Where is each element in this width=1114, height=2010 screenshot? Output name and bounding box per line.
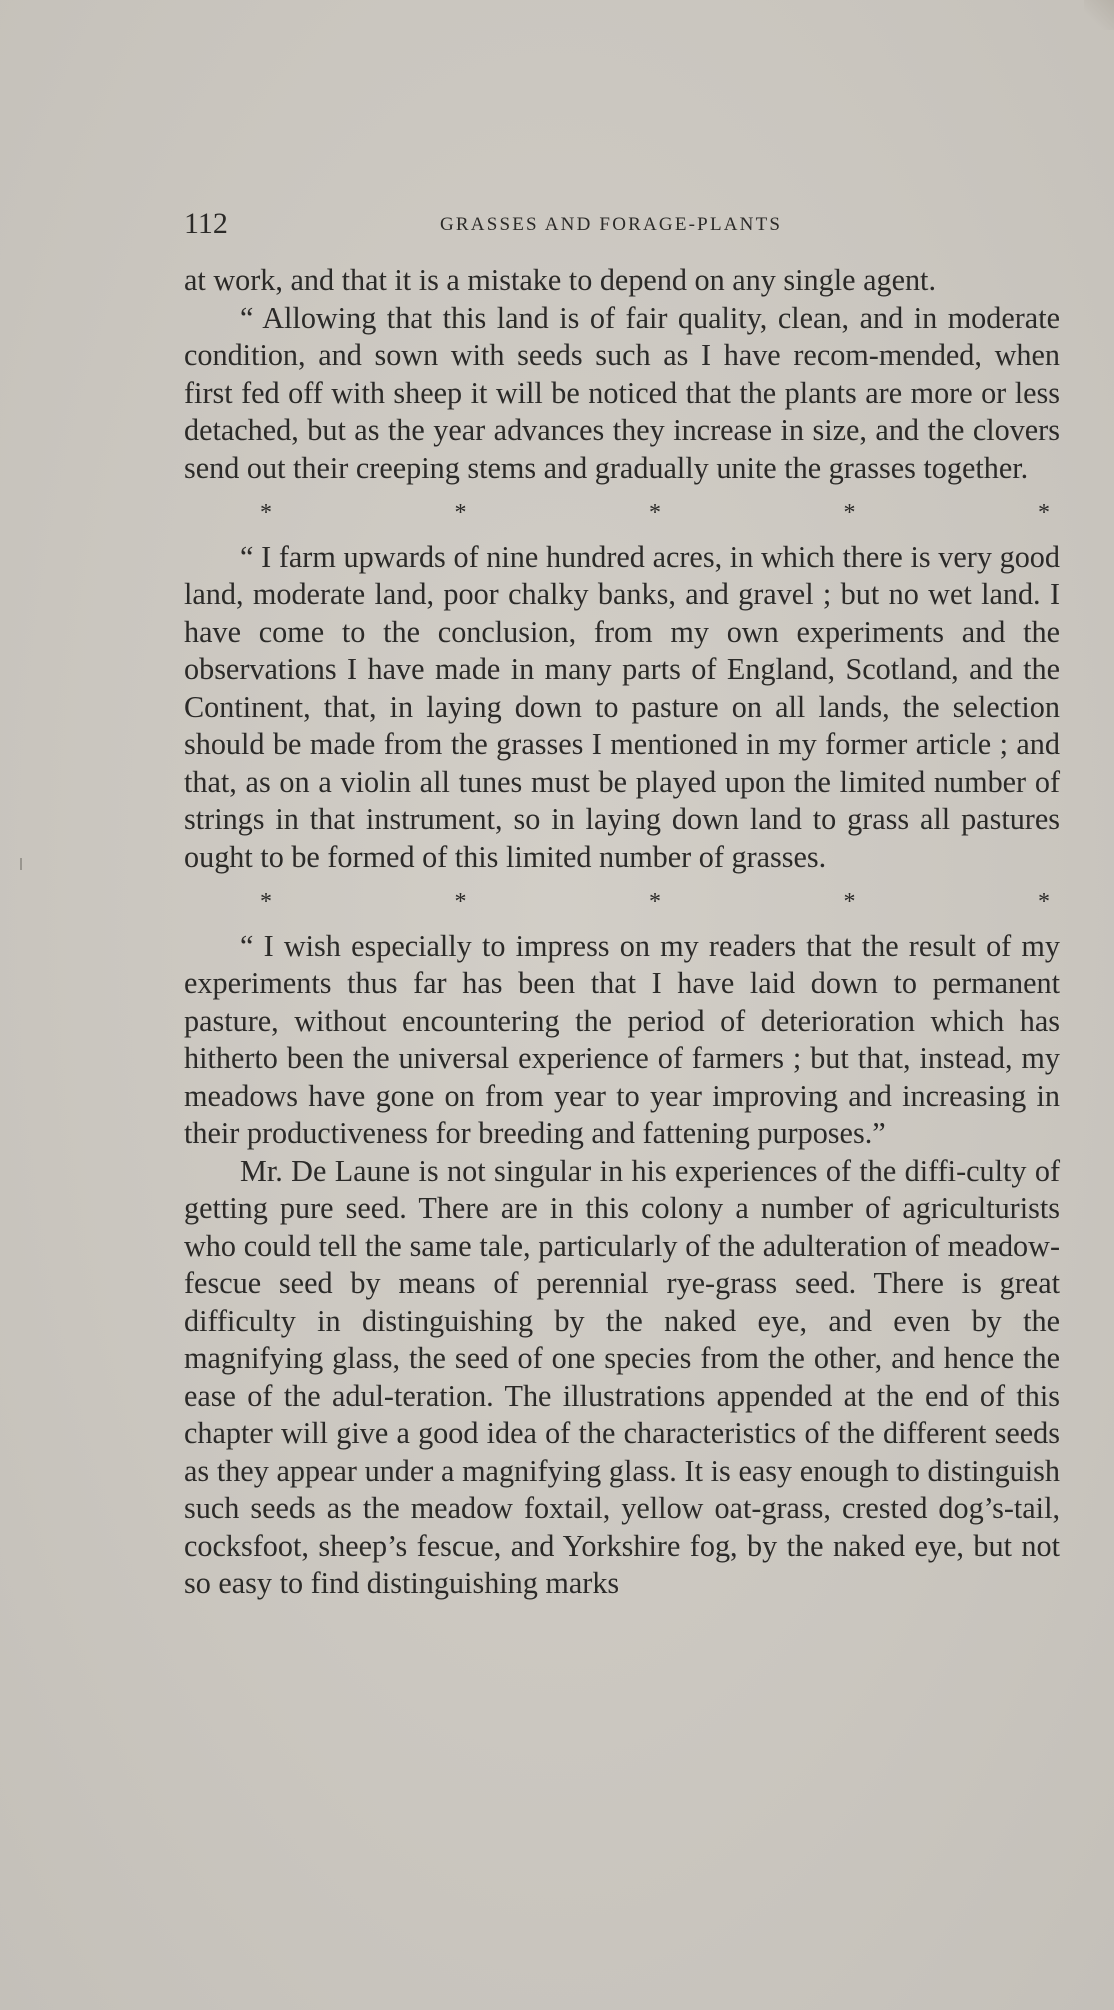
body-text: [184, 262, 1060, 1603]
running-title: GRASSES AND FORAGE-PLANTS: [440, 214, 783, 235]
page-corner-wear: [1084, 0, 1114, 30]
asterisk: *: [260, 500, 272, 526]
page-header: [184, 206, 1060, 242]
margin-mark: [20, 858, 22, 870]
asterisk: *: [454, 500, 467, 526]
asterisk: *: [843, 500, 856, 526]
asterisk-separator: [184, 884, 1060, 922]
paragraph-quote-allowing: “ Allowing that this land is of fair quality, clean, and in moderate condition, and sown with seeds such as I have recom-mended, when first fed off with sheep it will be noticed that the plants are more or less detached, but as the year advances they increase in size, and the clovers send out their creeping stems and gradually unite the grasses together.: [184, 300, 1060, 485]
paragraph-de-laune: Mr. De Laune is not singular in his experiences of the diffi-culty of getting pure seed. There are in this colony a number of agriculturists who could tell the same tale, particularly of the adulteration of meadow-fescue seed by means of perennial rye-grass seed. There is great difficulty in distinguishing by the naked eye, and even by the magnifying glass, the seed of one species from the other, and hence the ease of the adul-teration. The illustrations appended at the end of this chapter will give a good idea of the characteristics of the different seeds as they appear under a magnifying glass. It is easy enough to distinguish such seeds as the meadow foxtail, yellow oat-grass, crested dog’s-tail, cocksfoot, sheep’s fescue, and Yorkshire fog, by the naked eye, but not so easy to find distinguishing marks: [184, 1153, 1060, 1600]
asterisk: *: [260, 889, 272, 915]
asterisk: *: [454, 889, 467, 915]
asterisk-separator: [184, 495, 1060, 533]
paragraph-quote-impress: “ I wish especially to impress on my readers that the result of my experiments thus far has been that I have laid down to permanent pasture, without encountering the period of deterioration which has hitherto been the universal experience of farmers ; but that, instead, my meadows have gone on from year to year improving and increasing in their productiveness for breeding and fattening purposes.”: [184, 928, 1060, 1150]
paragraph-continuation: at work, and that it is a mistake to depend on any single agent.: [184, 263, 936, 297]
page-number: 112: [184, 207, 228, 240]
asterisk: *: [1038, 889, 1050, 915]
asterisk: *: [843, 889, 856, 915]
paragraph-quote-farm: “ I farm upwards of nine hundred acres, in which there is very good land, moderate land, poor chalky banks, and gravel ; but no wet land. I have come to the conclusion, from my own experiments and the observations I have made in many parts of England, Scotland, and the Continent, that, in laying down to pasture on all lands, the selection should be made from the grasses I mentioned in my former article ; and that, as on a violin all tunes must be played upon the limited number of strings in that instrument, so in laying down land to grass all pastures ought to be formed of this limited number of grasses.: [184, 539, 1060, 874]
asterisk: *: [649, 500, 661, 526]
asterisk: *: [649, 889, 661, 915]
asterisk: *: [1038, 500, 1050, 526]
